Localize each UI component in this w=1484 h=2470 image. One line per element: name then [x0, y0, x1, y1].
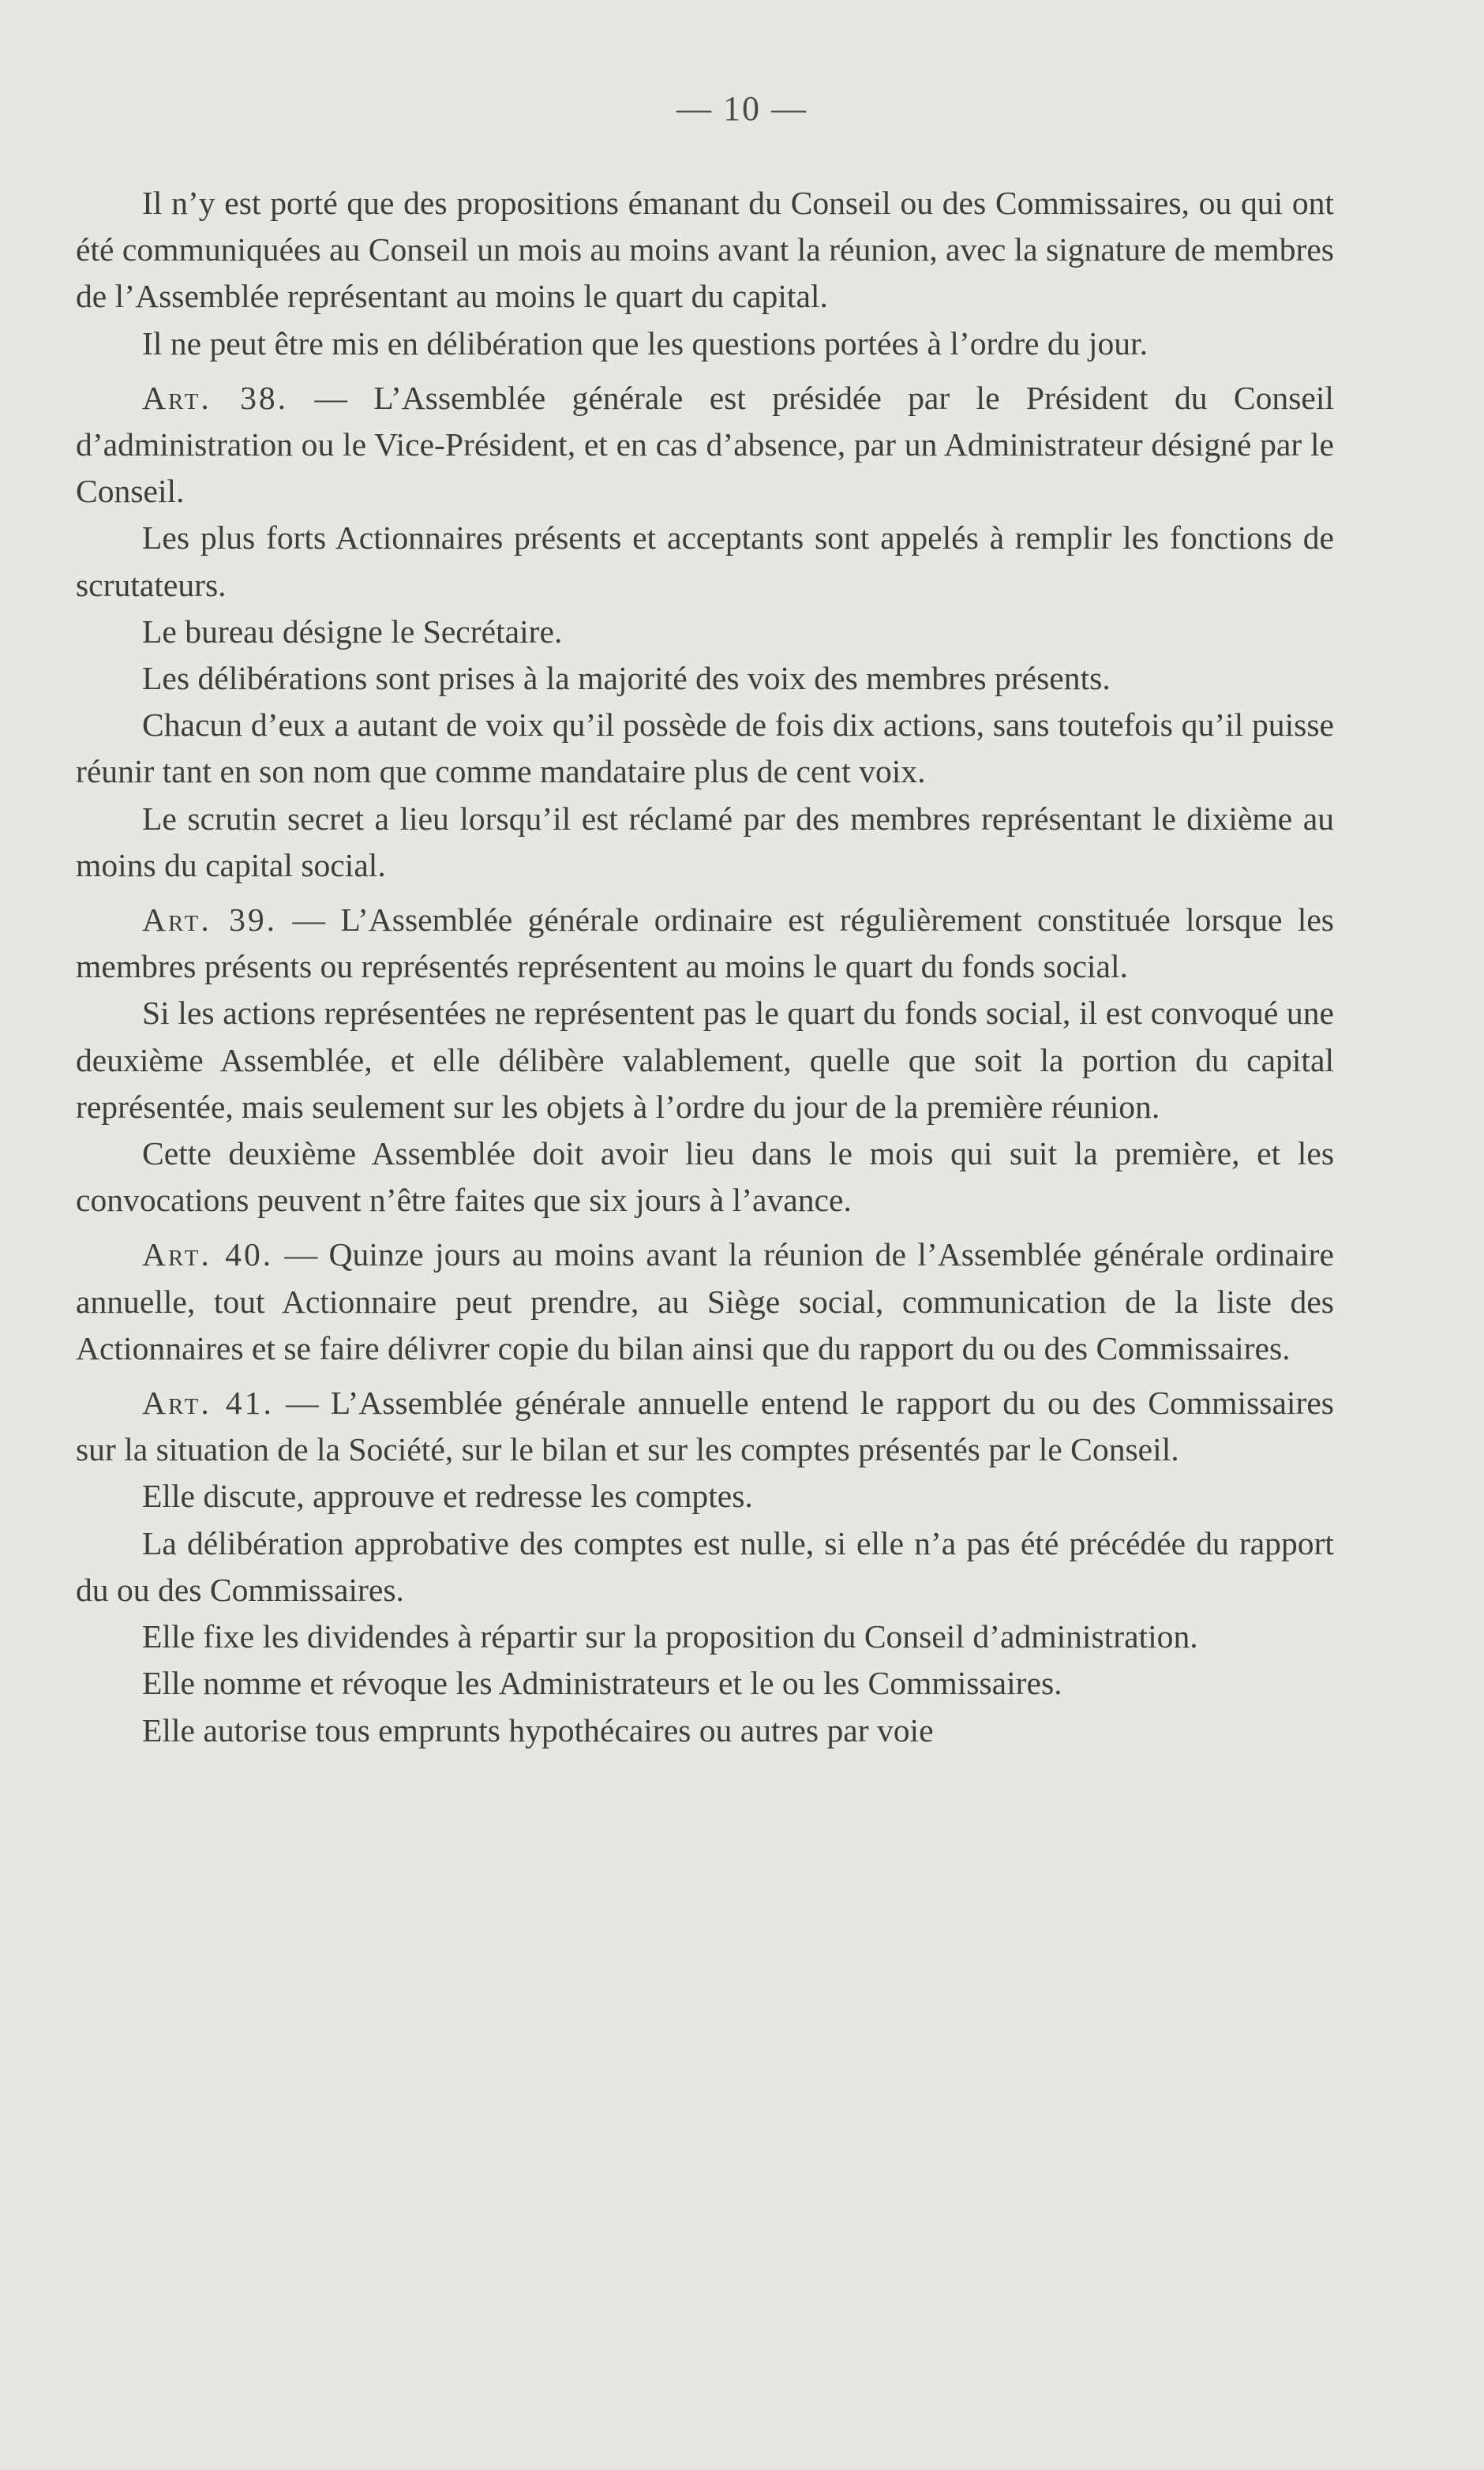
paragraph [76, 1520, 1334, 1614]
paragraph-text: — Quinze jours au moins avant la réunion de l’Assemblée générale ordinaire annuelle, tout Actionnaire peut prendre, au Siège social, communication de la liste des Actionnaires et se faire délivrer copie du bilan ainsi que du rapport du ou des Commissaires. [76, 1236, 1334, 1366]
paragraph-text: Chacun d’eux a autant de voix qu’il possède de fois dix actions, sans toutefois qu’il puisse réunir tant en son nom que comme mandataire plus de cent voix. [76, 707, 1334, 790]
paragraph [76, 1473, 1334, 1520]
paragraph-text: Si les actions représentées ne représentent pas le quart du fonds social, il est convoqué une deuxième Assemblée, et elle délibère valablement, quelle que soit la portion du capital représentée, mais seulement sur les objets à l’ordre du jour de la première réunion. [76, 995, 1334, 1125]
paragraph [76, 1614, 1334, 1660]
paragraph [76, 1130, 1334, 1224]
paragraph-text: — L’Assemblée générale est présidée par le Président du Conseil d’administration ou le Vice-Président, et en cas d’absence, par un Administrateur désigné par le Conseil. [76, 379, 1334, 510]
paragraph-text: Les plus forts Actionnaires présents et acceptants sont appelés à remplir les fonctions de scrutateurs. [76, 519, 1334, 603]
paragraph [76, 796, 1334, 889]
paragraph [76, 1660, 1334, 1707]
paragraph-text: — L’Assemblée générale annuelle entend le rapport du ou des Commissaires sur la situation de la Société, sur le bilan et sur les comptes présentés par le Conseil. [76, 1385, 1334, 1468]
paragraph-text: Elle fixe les dividendes à répartir sur la proposition du Conseil d’administration. [142, 1618, 1198, 1655]
paragraph [76, 515, 1334, 608]
paragraph-text: La délibération approbative des comptes est nulle, si elle n’a pas été précédée du rapport du ou des Commissaires. [76, 1524, 1334, 1608]
paragraph-text: Les délibérations sont prises à la majorité des voix des membres présents. [142, 660, 1111, 697]
paragraph-text: Il n’y est porté que des propositions émanant du Conseil ou des Commissaires, ou qui ont été communiquées au Conseil un mois au moins avant la réunion, avec la signature de membres de l’Assemblée représentant au moins le quart du capital. [76, 185, 1334, 315]
paragraph-text: — L’Assemblée générale ordinaire est régulièrement constituée lorsque les membres présents ou représentés représentent au moins le quart du fonds social. [76, 901, 1334, 985]
paragraph-text: Elle discute, approuve et redresse les comptes. [142, 1478, 753, 1515]
paragraph [76, 702, 1334, 795]
article-label: Art. 41. [142, 1385, 274, 1422]
article-label: Art. 39. [142, 901, 278, 939]
article-paragraph [76, 897, 1334, 990]
paragraph [76, 1707, 1334, 1754]
page-number: — 10 — [676, 89, 808, 128]
paragraph [76, 990, 1334, 1130]
paragraph [76, 609, 1334, 655]
paragraph-text: Elle autorise tous emprunts hypothécaires ou autres par voie [142, 1711, 934, 1748]
statute-text [76, 180, 1334, 1754]
paragraph-text: Il ne peut être mis en délibération que les questions portées à l’ordre du jour. [142, 324, 1149, 362]
paragraph-text: Elle nomme et révoque les Administrateurs et le ou les Commissaires. [142, 1665, 1062, 1702]
article-label: Art. 38. [142, 379, 289, 416]
paragraph [76, 320, 1334, 367]
article-paragraph [76, 375, 1334, 515]
article-paragraph [76, 1231, 1334, 1372]
article-label: Art. 40. [142, 1236, 274, 1273]
paragraph-text: Le scrutin secret a lieu lorsqu’il est réclamé par des membres représentant le dixième au moins du capital social. [76, 800, 1334, 883]
paragraph [76, 655, 1334, 702]
paragraph-text: Le bureau désigne le Secrétaire. [142, 613, 563, 650]
article-paragraph [76, 1380, 1334, 1473]
paragraph-text: Cette deuxième Assemblée doit avoir lieu dans le mois qui suit la première, et les convocations peuvent n’être faites que six jours à l’avance. [76, 1135, 1334, 1219]
paragraph [76, 180, 1334, 320]
